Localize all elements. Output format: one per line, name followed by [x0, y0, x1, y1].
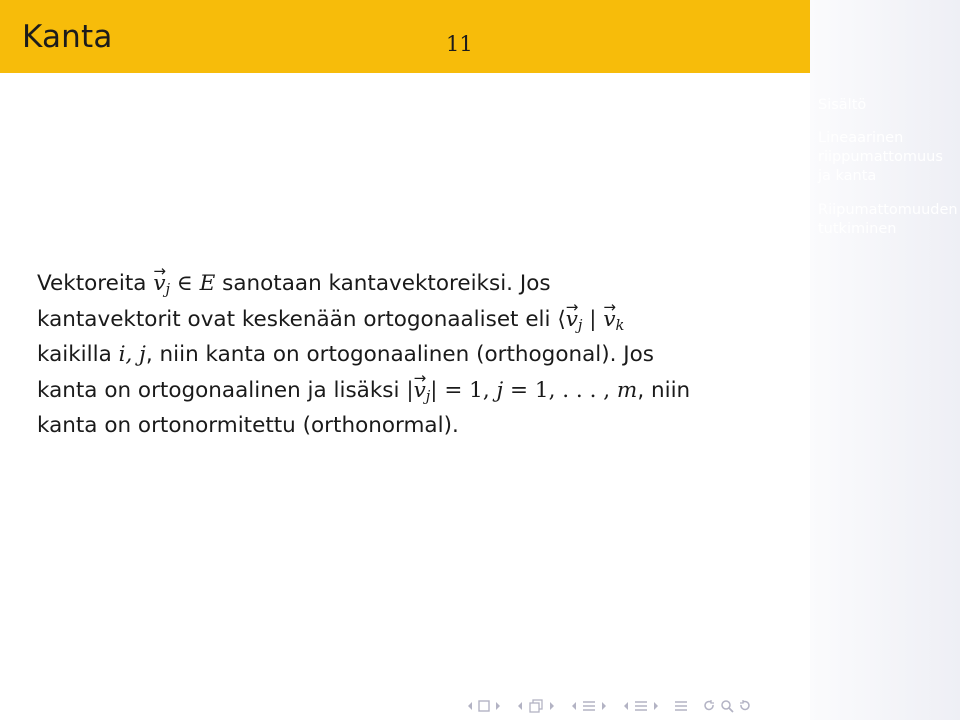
- navigation-sidebar: [810, 0, 960, 720]
- vector-v: → v: [153, 266, 165, 302]
- frame-header: [0, 0, 810, 73]
- next-subsection-icon[interactable]: [548, 698, 556, 714]
- body-text: kantavektorit ovat keskenään ortogonaaliset eli: [37, 306, 558, 332]
- body-text: Vektoreita: [37, 271, 154, 296]
- subsection-icon[interactable]: [528, 698, 544, 714]
- sidebar-item-label: ja kanta: [818, 168, 877, 184]
- subscript: j: [165, 281, 170, 299]
- math-symbol: E: [199, 271, 216, 296]
- vector-v: → v: [414, 373, 426, 409]
- align-icon[interactable]: [674, 698, 688, 714]
- search-back-icon[interactable]: [702, 698, 716, 714]
- next-section-icon[interactable]: [600, 698, 608, 714]
- body-line-2: [37, 302, 797, 338]
- math-operator: ∈: [170, 271, 200, 296]
- math-symbol: j: [496, 377, 504, 403]
- sidebar-item-riipumattomuuden-tutkiminen[interactable]: [818, 201, 958, 239]
- body-text: kanta on ortonormitettu (orthonormal).: [37, 413, 459, 438]
- prev-subsection-icon[interactable]: [516, 698, 524, 714]
- section-icon[interactable]: [582, 698, 596, 714]
- math-indices: i, j: [118, 342, 146, 367]
- math-delimiter: ⟨: [557, 306, 566, 332]
- first-slide-icon[interactable]: [466, 698, 474, 714]
- prev-slide-icon[interactable]: [622, 698, 630, 714]
- body-text: kanta on ortogonaalinen ja lisäksi: [37, 377, 407, 403]
- math-delimiter: |: [406, 377, 414, 403]
- sidebar-item-sisalto[interactable]: [818, 96, 866, 115]
- sidebar-item-label: riippumattomuus: [818, 149, 943, 165]
- body-text: , niin kanta on ortogonaalinen (orthogonal). Jos: [145, 342, 654, 367]
- body-text: , niin: [637, 377, 691, 403]
- subscript: j: [425, 387, 431, 405]
- sidebar-item-label: Lineaarinen: [818, 130, 904, 146]
- frame-icon[interactable]: [478, 698, 490, 714]
- math-delimiter: |: [430, 377, 438, 403]
- sidebar-item-label: Riipumattomuuden: [818, 202, 958, 218]
- frame-title: Kanta: [22, 19, 113, 55]
- body-line-4: [37, 373, 797, 409]
- next-frame-icon[interactable]: [494, 698, 502, 714]
- subscript: j: [577, 316, 583, 334]
- body-line-1: [37, 266, 797, 302]
- math-equation: = 1, . . . ,: [503, 377, 617, 403]
- search-forward-icon[interactable]: [738, 698, 752, 714]
- prev-section-icon[interactable]: [570, 698, 578, 714]
- vector-v: → v: [603, 302, 615, 338]
- body-line-5: [37, 408, 797, 444]
- sidebar-item-lineaarinen-riippumattomuus[interactable]: [818, 129, 943, 186]
- subscript: k: [615, 316, 625, 334]
- sidebar-item-label: Sisältö: [818, 97, 867, 113]
- next-slide-icon[interactable]: [652, 698, 660, 714]
- body-text: kaikilla: [37, 342, 119, 367]
- body-text: sanotaan kantavektoreiksi. Jos: [215, 271, 551, 296]
- search-icon[interactable]: [720, 698, 734, 714]
- beamer-navigation-bar: [466, 697, 756, 715]
- sidebar-item-label: tutkiminen: [818, 221, 897, 237]
- math-delimiter: |: [582, 306, 604, 332]
- frame-number: 11: [446, 32, 473, 56]
- math-equation: = 1,: [437, 377, 497, 403]
- vector-v: → v: [566, 302, 578, 338]
- math-symbol: m: [616, 377, 638, 403]
- slide-body: [37, 266, 797, 444]
- slide-icon[interactable]: [634, 698, 648, 714]
